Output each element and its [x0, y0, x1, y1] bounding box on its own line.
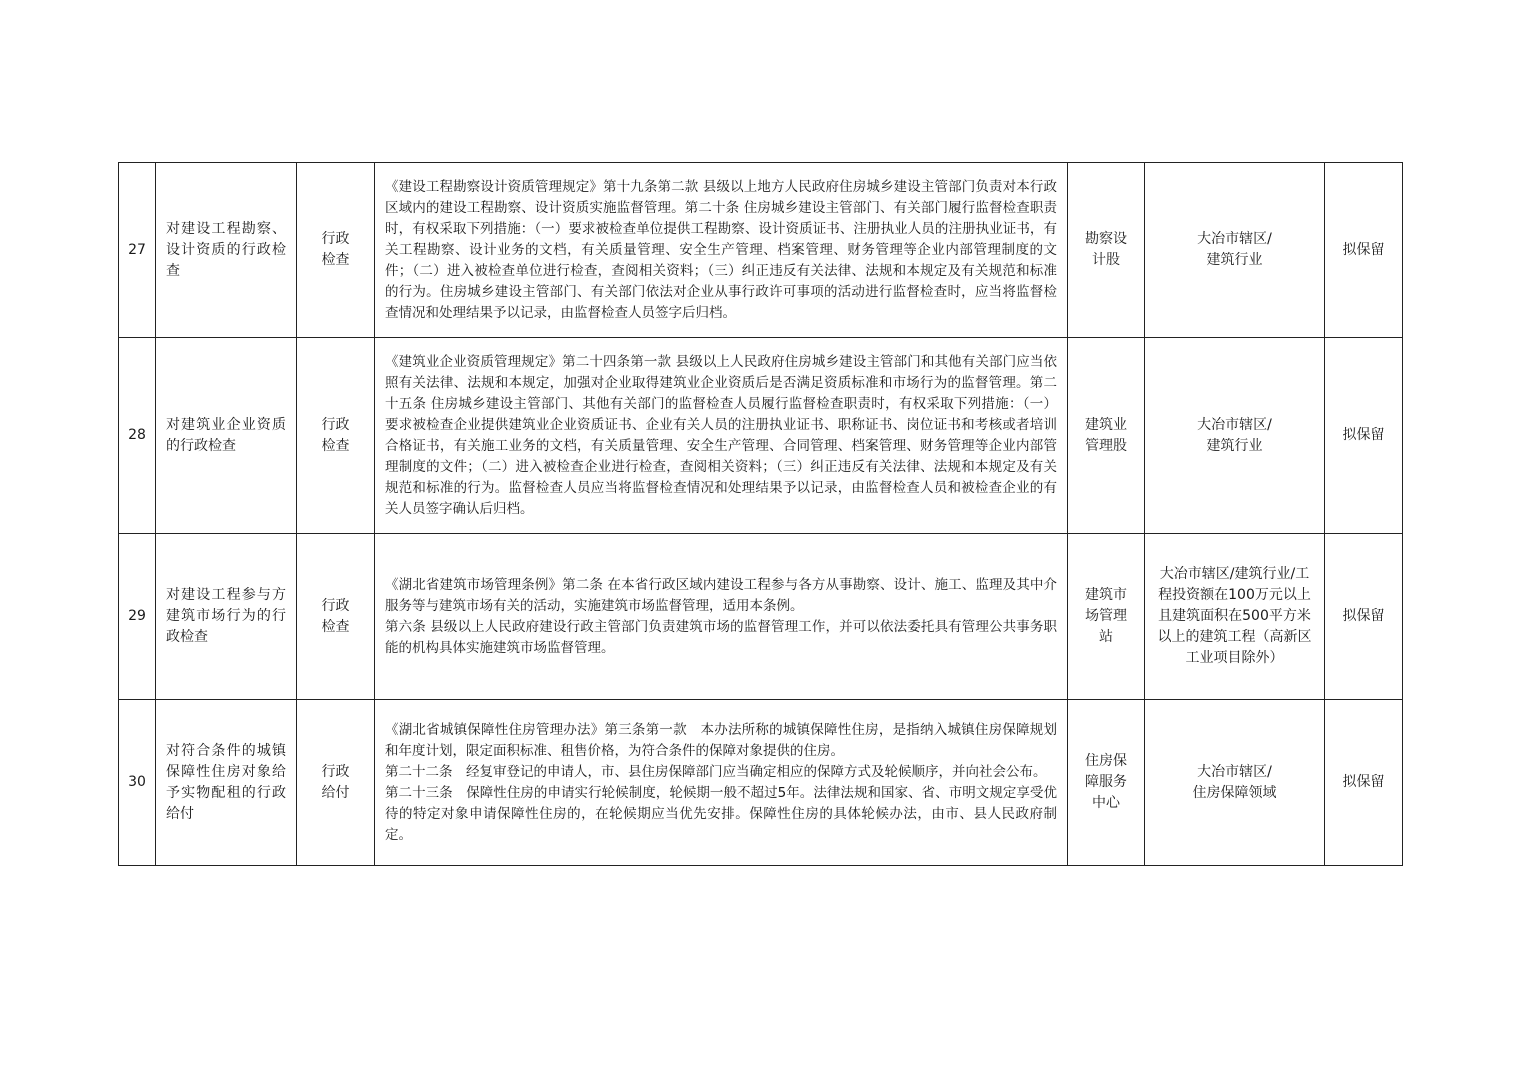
scope: 大冶市辖区/ 建筑行业 [1145, 338, 1325, 534]
power-type: 行政 检查 [297, 163, 375, 338]
responsible-dept: 住房保 障服务 中心 [1068, 700, 1145, 866]
table-row [119, 700, 1403, 866]
remark: 拟保留 [1325, 534, 1403, 700]
item-name: 对符合条件的城镇保障性住房对象给予实物配租的行政给付 [156, 700, 297, 866]
legal-basis: 《湖北省城镇保障性住房管理办法》第三条第一款 本办法所称的城镇保障性住房，是指纳入城镇住房保障规划和年度计划，限定面积标准、租售价格，为符合条件的保障对象提供的住房。 第二十二条 经复审登记的申请人，市、县住房保障部门应当确定相应的保障方式及轮候顺序，并向社会公布。 第二十三条 保障性住房的申请实行轮候制度，轮候期一般不超过5年。法律法规和国家、省、市明文规定享受优待的特定对象申请保障性住房的，在轮候期应当优先安排。保障性住房的具体轮候办法，由市、县人民政府制定。 [375, 700, 1068, 866]
remark: 拟保留 [1325, 338, 1403, 534]
responsible-dept: 建筑市 场管理 站 [1068, 534, 1145, 700]
remark: 拟保留 [1325, 700, 1403, 866]
legal-basis: 《建筑业企业资质管理规定》第二十四条第一款 县级以上人民政府住房城乡建设主管部门和其他有关部门应当依照有关法律、法规和本规定，加强对企业取得建筑业企业资质后是否满足资质标准和市场行为的监督管理。第二十五条 住房城乡建设主管部门、其他有关部门的监督检查人员履行监督检查职责时，有权采取下列措施：（一）要求被检查企业提供建筑业企业资质证书、企业有关人员的注册执业证书、职称证书、岗位证书和考核或者培训合格证书，有关施工业务的文档，有关质量管理、安全生产管理、合同管理、档案管理、财务管理等企业内部管理制度的文件；（二）进入被检查企业进行检查，查阅相关资料；（三）纠正违反有关法律、法规和本规定及有关规范和标准的行为。监督检查人员应当将监督检查情况和处理结果予以记录，由监督检查人员和被检查企业的有关人员签字确认后归档。 [375, 338, 1068, 534]
row-number: 27 [119, 163, 156, 338]
row-number: 30 [119, 700, 156, 866]
row-number: 29 [119, 534, 156, 700]
item-name: 对建设工程勘察、设计资质的行政检查 [156, 163, 297, 338]
table-row [119, 534, 1403, 700]
power-type: 行政 检查 [297, 338, 375, 534]
table-row [119, 338, 1403, 534]
responsible-dept: 勘察设 计股 [1068, 163, 1145, 338]
responsible-dept: 建筑业 管理股 [1068, 338, 1145, 534]
table-row [119, 163, 1403, 338]
power-type: 行政 检查 [297, 534, 375, 700]
scope: 大冶市辖区/建筑行业/工程投资额在100万元以上且建筑面积在500平方米以上的建筑工程（高新区工业项目除外） [1145, 534, 1325, 700]
authority-list-table [118, 162, 1403, 866]
remark: 拟保留 [1325, 163, 1403, 338]
legal-basis: 《湖北省建筑市场管理条例》第二条 在本省行政区域内建设工程参与各方从事勘察、设计、施工、监理及其中介服务等与建筑市场有关的活动，实施建筑市场监督管理，适用本条例。 第六条 县级以上人民政府建设行政主管部门负责建筑市场的监督管理工作，并可以依法委托具有管理公共事务职能的机构具体实施建筑市场监督管理。 [375, 534, 1068, 700]
item-name: 对建筑业企业资质的行政检查 [156, 338, 297, 534]
scope: 大冶市辖区/ 住房保障领域 [1145, 700, 1325, 866]
legal-basis: 《建设工程勘察设计资质管理规定》第十九条第二款 县级以上地方人民政府住房城乡建设主管部门负责对本行政区域内的建设工程勘察、设计资质实施监督管理。第二十条 住房城乡建设主管部门、有关部门履行监督检查职责时，有权采取下列措施：（一）要求被检查单位提供工程勘察、设计资质证书、注册执业人员的注册执业证书，有关工程勘察、设计业务的文档，有关质量管理、安全生产管理、档案管理、财务管理等企业内部管理制度的文件；（二）进入被检查单位进行检查，查阅相关资料；（三）纠正违反有关法律、法规和本规定及有关规范和标准的行为。住房城乡建设主管部门、有关部门依法对企业从事行政许可事项的活动进行监督检查时，应当将监督检查情况和处理结果予以记录，由监督检查人员签字后归档。 [375, 163, 1068, 338]
scope: 大冶市辖区/ 建筑行业 [1145, 163, 1325, 338]
row-number: 28 [119, 338, 156, 534]
power-type: 行政 给付 [297, 700, 375, 866]
item-name: 对建设工程参与方建筑市场行为的行政检查 [156, 534, 297, 700]
